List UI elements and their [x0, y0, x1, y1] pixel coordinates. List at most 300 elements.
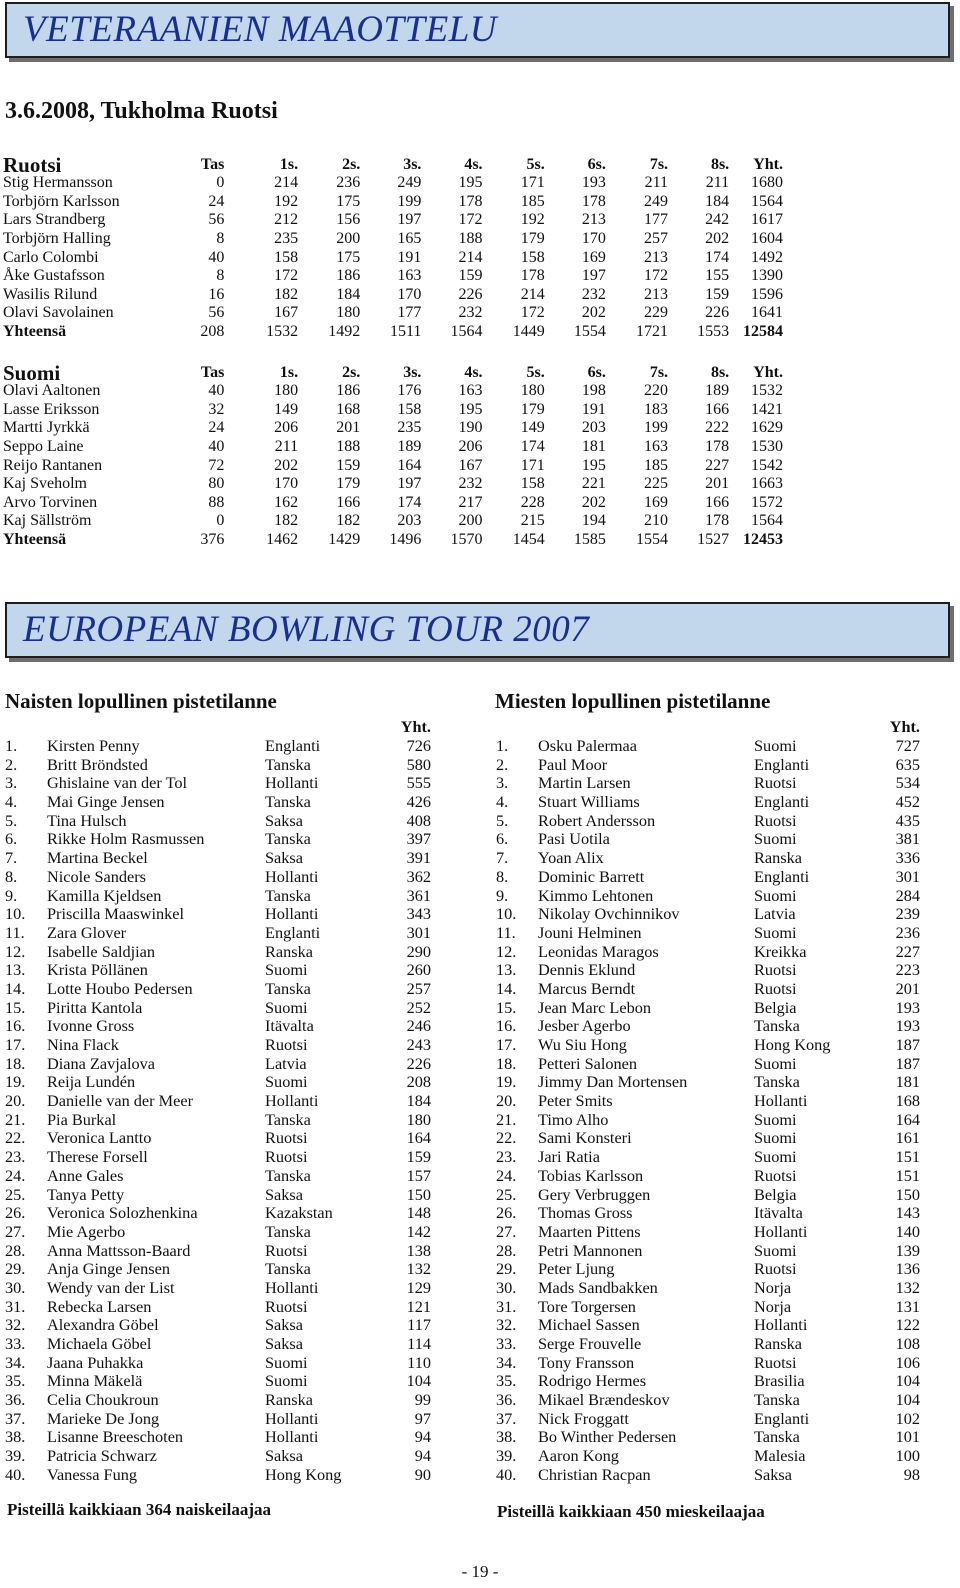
player-country: Ranska: [265, 941, 313, 961]
rank-position: 17.: [5, 1035, 26, 1055]
player-row: [3, 419, 783, 438]
score-cell: 198: [581, 382, 606, 400]
standing-row: [496, 849, 920, 868]
player-row: [3, 230, 783, 249]
rank-position: 8.: [496, 866, 509, 886]
ruotsi-results-table: [3, 150, 783, 341]
player-points: 99: [414, 1390, 431, 1410]
score-cell: 149: [520, 419, 545, 437]
standing-row: [5, 886, 431, 905]
player-country: Ruotsi: [265, 1128, 308, 1148]
men-standings-title: Miesten lopullinen pistetilanne: [495, 689, 771, 713]
score-cell: 182: [274, 512, 299, 530]
player-name: Petri Mannonen: [538, 1240, 643, 1260]
player-country: Suomi: [754, 922, 797, 942]
player-country: Tanska: [265, 1259, 311, 1279]
score-cell: 1542: [751, 456, 783, 474]
player-country: Ruotsi: [754, 960, 797, 980]
score-cell: 228: [520, 493, 545, 511]
player-name: Piritta Kantola: [47, 997, 143, 1017]
player-country: Itävalta: [754, 1203, 803, 1223]
rank-position: 20.: [5, 1091, 26, 1111]
player-name: Martin Larsen: [538, 773, 631, 793]
player-points: 104: [895, 1390, 920, 1410]
score-cell: 214: [458, 248, 483, 266]
score-cell: 1421: [751, 400, 783, 418]
score-cell: 32: [208, 400, 225, 418]
score-cell: 178: [581, 192, 606, 210]
score-cell: 191: [581, 400, 606, 418]
standing-row: [5, 1129, 431, 1148]
player-country: Suomi: [754, 1147, 797, 1167]
player-country: Saksa: [265, 810, 303, 830]
standing-row: [5, 998, 431, 1017]
score-cell: 163: [644, 438, 669, 456]
player-row: [3, 304, 783, 323]
score-cell: 158: [397, 400, 422, 418]
standing-row: [496, 1297, 920, 1316]
player-name: Krista Pöllänen: [47, 960, 148, 980]
player-country: Tanska: [265, 792, 311, 812]
score-cell: 232: [581, 285, 606, 303]
player-points: 131: [895, 1296, 920, 1316]
women-standings-table: [5, 718, 431, 1484]
score-cell: 180: [520, 382, 545, 400]
column-header: Yht.: [753, 156, 783, 173]
total-cell: 1564: [450, 323, 483, 341]
score-cell: 88: [208, 493, 225, 511]
player-country: Hollanti: [754, 1315, 808, 1335]
standing-row: [5, 1204, 431, 1223]
score-cell: 210: [644, 512, 669, 530]
player-points: 132: [895, 1277, 920, 1297]
score-cell: 1564: [751, 192, 783, 210]
standing-row: [5, 1092, 431, 1111]
player-points: 138: [406, 1240, 431, 1260]
player-country: Tanska: [265, 1109, 311, 1129]
player-points: 397: [406, 829, 431, 849]
score-cell: 170: [274, 475, 299, 493]
score-cell: 257: [644, 230, 669, 248]
column-header: 2s.: [342, 156, 361, 173]
player-country: Norja: [754, 1296, 792, 1316]
rank-position: 38.: [496, 1427, 517, 1447]
score-cell: 178: [458, 192, 483, 210]
rank-position: 22.: [5, 1128, 26, 1148]
score-cell: 197: [397, 475, 422, 493]
score-cell: 206: [274, 419, 299, 437]
score-cell: 178: [705, 512, 730, 530]
player-points: 104: [406, 1371, 431, 1391]
player-name: Bo Winther Pedersen: [538, 1427, 677, 1447]
player-country: Ruotsi: [265, 1296, 308, 1316]
banner-veteraanien: [5, 2, 950, 58]
player-country: Belgia: [754, 997, 797, 1017]
player-name: Pasi Uotila: [538, 829, 610, 849]
rank-position: 18.: [5, 1053, 26, 1073]
player-name: Britt Bröndsted: [47, 754, 148, 774]
rank-position: 5.: [5, 810, 18, 830]
score-cell: 186: [336, 382, 361, 400]
player-points: 381: [895, 829, 920, 849]
standing-row: [496, 1092, 920, 1111]
men-standings-table: [496, 718, 920, 1484]
score-cell: 40: [208, 438, 225, 456]
player-name: Stuart Williams: [538, 792, 640, 812]
standing-row: [5, 942, 431, 961]
player-country: Tanska: [265, 829, 311, 849]
score-cell: 163: [458, 382, 483, 400]
player-name: Mikael Brændeskov: [538, 1390, 670, 1410]
rank-position: 6.: [5, 829, 18, 849]
player-name: Mie Agerbo: [47, 1221, 126, 1241]
player-row: [3, 475, 783, 494]
score-cell: 1680: [751, 174, 783, 192]
standing-row: [496, 1167, 920, 1186]
player-points: 223: [895, 960, 920, 980]
player-country: Ruotsi: [754, 1165, 797, 1185]
player-name: Rikke Holm Rasmussen: [47, 829, 205, 849]
rank-position: 39.: [5, 1446, 26, 1466]
score-cell: 191: [397, 248, 422, 266]
rank-position: 15.: [496, 997, 517, 1017]
column-header: 3s.: [403, 156, 422, 173]
score-cell: 1564: [751, 512, 783, 530]
score-cell: 203: [397, 512, 422, 530]
score-cell: 149: [274, 400, 299, 418]
spacer-cell: [538, 718, 754, 737]
player-points: 108: [895, 1334, 920, 1354]
player-name: Petteri Salonen: [538, 1053, 638, 1073]
player-country: Hong Kong: [265, 1464, 342, 1484]
column-header: 2s.: [342, 364, 361, 381]
player-country: Ruotsi: [754, 810, 797, 830]
player-points: 164: [406, 1128, 431, 1148]
score-cell: 80: [208, 475, 225, 493]
player-name: Danielle van der Meer: [47, 1091, 194, 1111]
rank-position: 29.: [5, 1259, 26, 1279]
rank-position: 40.: [5, 1464, 26, 1484]
player-name: Michaela Göbel: [47, 1334, 152, 1354]
player-country: Suomi: [265, 1352, 308, 1372]
rank-position: 36.: [5, 1390, 26, 1410]
player-row: [3, 382, 783, 401]
total-label: Yhteensä: [3, 531, 67, 549]
total-cell: 1511: [390, 323, 422, 341]
standing-row: [496, 1466, 920, 1485]
player-name: Robert Andersson: [538, 810, 656, 830]
player-name: Kamilla Kjeldsen: [47, 885, 162, 905]
player-country: Ruotsi: [265, 1240, 308, 1260]
player-name: Dennis Eklund: [538, 960, 636, 980]
score-cell: 175: [336, 248, 361, 266]
rank-position: 8.: [5, 866, 18, 886]
player-country: Ruotsi: [754, 773, 797, 793]
player-points: 140: [895, 1221, 920, 1241]
player-points: 181: [895, 1072, 920, 1092]
player-points: 726: [406, 736, 431, 756]
player-points: 94: [414, 1446, 431, 1466]
total-label: Yhteensä: [3, 323, 67, 341]
player-points: 435: [895, 810, 920, 830]
rank-position: 10.: [5, 904, 26, 924]
standing-row: [496, 942, 920, 961]
player-points: 139: [895, 1240, 920, 1260]
standing-row: [496, 793, 920, 812]
standing-row: [5, 924, 431, 943]
player-points: 187: [895, 1053, 920, 1073]
player-name: Kimmo Lehtonen: [538, 885, 654, 905]
player-country: Hollanti: [754, 1221, 808, 1241]
player-country: Suomi: [754, 1053, 797, 1073]
total-cell: 1554: [636, 531, 669, 549]
player-name: Reijo Rantanen: [3, 456, 103, 474]
player-name: Jari Ratia: [538, 1147, 600, 1167]
score-cell: 180: [274, 382, 299, 400]
rank-position: 6.: [496, 829, 509, 849]
player-name: Arvo Torvinen: [3, 493, 98, 511]
standing-row: [496, 1391, 920, 1410]
player-points: 136: [895, 1259, 920, 1279]
rank-position: 9.: [496, 885, 509, 905]
player-country: Tanska: [265, 885, 311, 905]
score-cell: 1572: [751, 493, 783, 511]
score-cell: 1629: [751, 419, 783, 437]
score-cell: 200: [458, 512, 483, 530]
player-points: 151: [895, 1165, 920, 1185]
player-name: Paul Moor: [538, 754, 608, 774]
score-cell: 172: [274, 267, 299, 285]
score-cell: 184: [705, 192, 730, 210]
spacer-cell: [47, 718, 265, 737]
score-cell: 162: [274, 493, 299, 511]
rank-position: 37.: [496, 1408, 517, 1428]
column-header: 8s.: [710, 156, 730, 173]
player-name: Tore Torgersen: [538, 1296, 636, 1316]
standing-row: [496, 830, 920, 849]
rank-position: 7.: [5, 848, 18, 868]
player-points: 452: [895, 792, 920, 812]
player-name: Peter Ljung: [538, 1259, 615, 1279]
player-name: Christian Racpan: [538, 1464, 651, 1484]
rank-position: 25.: [5, 1184, 26, 1204]
player-points: 159: [406, 1147, 431, 1167]
rank-position: 16.: [496, 1016, 517, 1036]
player-points: 184: [406, 1091, 431, 1111]
player-name: Jaana Puhakka: [47, 1352, 144, 1372]
score-cell: 193: [581, 174, 606, 192]
player-country: Englanti: [265, 736, 321, 756]
player-points: 208: [406, 1072, 431, 1092]
player-points: 142: [406, 1221, 431, 1241]
player-name: Olavi Savolainen: [3, 304, 114, 322]
standing-row: [5, 1260, 431, 1279]
rank-position: 38.: [5, 1427, 26, 1447]
player-name: Tony Fransson: [538, 1352, 635, 1372]
score-cell: 211: [705, 174, 730, 192]
rank-position: 17.: [496, 1035, 517, 1055]
player-points: 180: [406, 1109, 431, 1129]
total-cell: 12584: [743, 323, 783, 341]
standing-row: [5, 1447, 431, 1466]
column-header: 4s.: [464, 156, 483, 173]
standing-row: [496, 1148, 920, 1167]
score-cell: 186: [336, 267, 361, 285]
player-points: 101: [895, 1427, 920, 1447]
total-column-header: Yht.: [889, 717, 920, 737]
score-cell: 1641: [751, 304, 783, 322]
player-country: Malesia: [754, 1446, 806, 1466]
score-cell: 178: [705, 438, 730, 456]
player-name: Jouni Helminen: [538, 922, 642, 942]
player-row: [3, 248, 783, 267]
score-cell: 0: [216, 512, 225, 530]
player-points: 150: [895, 1184, 920, 1204]
score-cell: 190: [458, 419, 483, 437]
score-cell: 56: [208, 211, 225, 229]
player-country: Hollanti: [265, 1091, 319, 1111]
score-cell: 202: [581, 493, 606, 511]
player-row: [3, 211, 783, 230]
player-points: 100: [895, 1446, 920, 1466]
score-cell: 195: [458, 174, 483, 192]
standing-row: [496, 1241, 920, 1260]
rank-position: 34.: [5, 1352, 26, 1372]
player-country: Suomi: [265, 960, 308, 980]
player-name: Priscilla Maaswinkel: [47, 904, 185, 924]
score-cell: 195: [458, 400, 483, 418]
score-cell: 185: [520, 192, 545, 210]
player-name: Anja Ginge Jensen: [47, 1259, 170, 1279]
score-cell: 181: [581, 438, 606, 456]
rank-position: 10.: [496, 904, 517, 924]
player-name: Seppo Laine: [3, 438, 84, 456]
score-cell: 0: [216, 174, 225, 192]
rank-position: 32.: [496, 1315, 517, 1335]
score-cell: 184: [336, 285, 361, 303]
player-name: Isabelle Saldjian: [47, 941, 156, 961]
standing-row: [5, 830, 431, 849]
player-points: 391: [406, 848, 431, 868]
player-country: Latvia: [754, 904, 796, 924]
standing-row: [5, 961, 431, 980]
rank-position: 36.: [496, 1390, 517, 1410]
total-cell: 1585: [573, 531, 606, 549]
player-points: 243: [406, 1035, 431, 1055]
score-cell: 182: [336, 512, 361, 530]
standing-row: [496, 1110, 920, 1129]
player-row: [3, 193, 783, 212]
player-name: Martina Beckel: [47, 848, 148, 868]
player-name: Rebecka Larsen: [47, 1296, 152, 1316]
player-name: Sami Konsteri: [538, 1128, 632, 1148]
player-country: Suomi: [754, 736, 797, 756]
player-name: Maarten Pittens: [538, 1221, 641, 1241]
score-cell: 166: [705, 400, 730, 418]
player-country: Ruotsi: [265, 1035, 308, 1055]
player-points: 104: [895, 1371, 920, 1391]
player-country: Belgia: [754, 1184, 797, 1204]
total-cell: 1570: [450, 531, 483, 549]
player-name: Reija Lundén: [47, 1072, 136, 1092]
player-name: Wasilis Rilund: [3, 285, 98, 303]
player-name: Lisanne Breeschoten: [47, 1427, 184, 1447]
score-cell: 172: [520, 304, 545, 322]
standing-row: [496, 1054, 920, 1073]
score-cell: 169: [644, 493, 669, 511]
score-cell: 169: [581, 248, 606, 266]
standing-row: [5, 1409, 431, 1428]
player-name: Vanessa Fung: [47, 1464, 137, 1484]
player-row: [3, 401, 783, 420]
player-row: [3, 494, 783, 513]
player-name: Marcus Berndt: [538, 978, 636, 998]
rank-position: 20.: [496, 1091, 517, 1111]
score-cell: 232: [458, 304, 483, 322]
player-name: Zara Glover: [47, 922, 127, 942]
standing-row: [496, 1353, 920, 1372]
score-cell: 1390: [751, 267, 783, 285]
player-name: Veronica Lantto: [47, 1128, 152, 1148]
player-points: 201: [895, 978, 920, 998]
rank-position: 35.: [496, 1371, 517, 1391]
women-standings-title: Naisten lopullinen pistetilanne: [5, 689, 277, 713]
player-name: Nina Flack: [47, 1035, 119, 1055]
score-cell: 155: [705, 267, 730, 285]
total-cell: 12453: [743, 531, 783, 549]
player-country: Ruotsi: [754, 1352, 797, 1372]
rank-position: 9.: [5, 885, 18, 905]
player-country: Ranska: [754, 848, 802, 868]
score-cell: 174: [520, 438, 545, 456]
player-country: Suomi: [265, 1371, 308, 1391]
player-points: 290: [406, 941, 431, 961]
player-country: Ruotsi: [265, 1147, 308, 1167]
standing-row: [5, 1391, 431, 1410]
player-points: 226: [406, 1053, 431, 1073]
player-points: 343: [406, 904, 431, 924]
score-cell: 177: [397, 304, 422, 322]
men-total-note: Pisteillä kaikkiaan 450 mieskeilaajaa: [497, 1502, 765, 1521]
player-points: 361: [406, 885, 431, 905]
score-cell: 156: [336, 211, 361, 229]
player-points: 227: [895, 941, 920, 961]
rank-position: 26.: [5, 1203, 26, 1223]
score-cell: 222: [705, 419, 730, 437]
player-points: 98: [903, 1464, 920, 1484]
player-row: [3, 174, 783, 193]
score-cell: 174: [397, 493, 422, 511]
standing-row: [496, 811, 920, 830]
player-points: 301: [895, 866, 920, 886]
standing-row: [496, 755, 920, 774]
player-points: 635: [895, 754, 920, 774]
rank-position: 4.: [5, 792, 18, 812]
score-cell: 178: [520, 267, 545, 285]
player-name: Diana Zavjalova: [47, 1053, 156, 1073]
rank-position: 14.: [5, 978, 26, 998]
standing-row: [5, 1148, 431, 1167]
column-header: 6s.: [587, 156, 606, 173]
player-country: Englanti: [265, 922, 321, 942]
rank-position: 11.: [496, 922, 516, 942]
score-cell: 175: [336, 192, 361, 210]
player-points: 246: [406, 1016, 431, 1036]
player-country: Hollanti: [754, 1091, 808, 1111]
score-cell: 166: [705, 493, 730, 511]
player-country: Suomi: [754, 1109, 797, 1129]
player-country: Suomi: [754, 885, 797, 905]
